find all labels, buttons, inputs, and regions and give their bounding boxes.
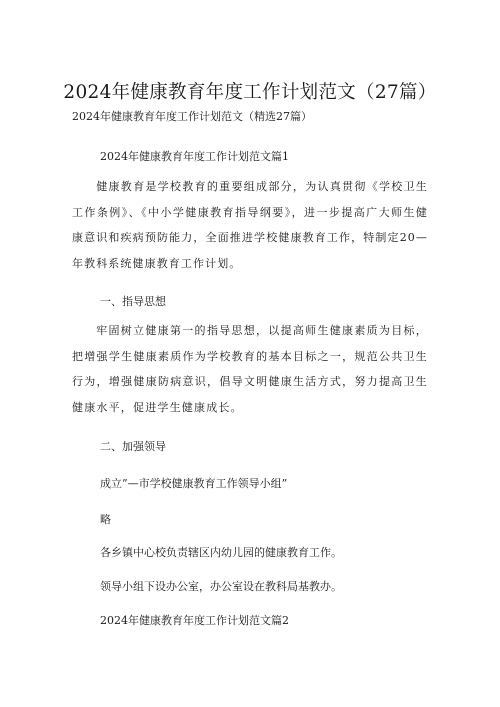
office-line: 领导小组下设办公室，办公室设在教科局基教办。 [100,580,342,593]
section-heading-2: 2024年健康教育年度工作计划范文篇2 [100,614,289,627]
kindergarten-line: 各乡镇中心校负责辖区内幼儿园的健康教育工作。 [100,546,342,559]
leadership-group-line: 成立”—市学校健康教育工作领导小组” [100,477,288,490]
document-title: 2024年健康教育年度工作计划范文（27篇） [63,82,437,103]
section-heading-1: 2024年健康教育年度工作计划范文篇1 [100,150,289,163]
document-subtitle: 2024年健康教育年度工作计划范文（精选27篇） [72,110,312,123]
heading-strengthen-leadership: 二、加强领导 [100,440,166,453]
heading-guiding-ideology: 一、指导思想 [100,295,166,308]
intro-paragraph: 健康教育是学校教育的重要组成部分，为认真贯彻《学校卫生工作条例》、《中小学健康教育指导纲要》，进一步提高广大师生健康意识和疾病预防能力，全面推进学校健康教育工作，特制定20—年教科系统健康教育工作计划。 [72,180,428,270]
guiding-paragraph: 牢固树立健康第一的指导思想，以提高师生健康素质为目标，把增强学生健康素质作为学校教育的基本目标之一，规范公共卫生行为，增强健康防病意识，倡导文明健康生活方式，努力提高卫生健康水平，促进学生健康成长。 [72,324,428,414]
omitted-line: 略 [100,513,111,526]
